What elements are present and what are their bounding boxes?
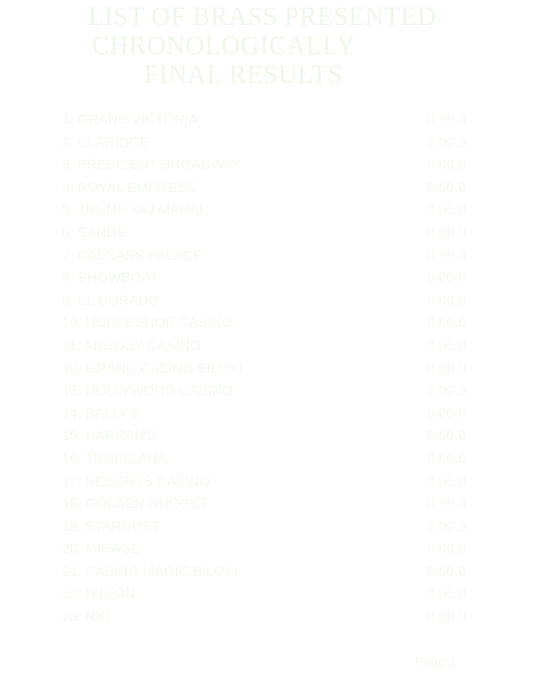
entry-list bbox=[62, 111, 466, 631]
entry-time: 0.00.0 bbox=[427, 585, 466, 602]
entry-time: 0.00.0 bbox=[427, 517, 466, 534]
entry-time: 0.00.0 bbox=[427, 427, 466, 444]
list-item bbox=[62, 405, 466, 428]
entry-time: 0.00.0 bbox=[427, 111, 466, 127]
entry-name: 16. TROPICANA bbox=[62, 449, 167, 466]
entry-time: 0.00.0 bbox=[427, 336, 466, 353]
entry-time: 0.00.0 bbox=[427, 540, 466, 557]
entry-name: 22. HILTON bbox=[62, 585, 136, 602]
list-item bbox=[62, 427, 466, 450]
entry-time: 0.00.0 bbox=[427, 156, 466, 173]
entry-time: 0.00.0 bbox=[427, 223, 466, 240]
entry-time: 0.00.0 bbox=[427, 201, 466, 218]
list-item bbox=[62, 563, 466, 586]
entry-name: 19. STARDUST bbox=[62, 517, 160, 534]
entry-name: 7. CAESARS PALACE bbox=[62, 246, 203, 263]
entry-name: 3. PRESIDENT BROADWAY bbox=[62, 156, 242, 173]
list-item bbox=[62, 111, 466, 134]
entry-time: 0.00.0 bbox=[427, 472, 466, 489]
entry-name: 5. TRUMP TAJ MAHAL bbox=[62, 201, 207, 218]
list-item bbox=[62, 337, 466, 360]
list-item bbox=[62, 495, 466, 518]
entry-time: 0.00.0 bbox=[427, 562, 466, 579]
list-item bbox=[62, 156, 466, 179]
entry-time: 0.00.0 bbox=[427, 359, 466, 376]
entry-name: 1. GRAND VICTORIA bbox=[62, 111, 198, 127]
list-item bbox=[62, 518, 466, 541]
list-item bbox=[62, 179, 466, 202]
list-item bbox=[62, 292, 466, 315]
entry-time: 0.00.0 bbox=[427, 382, 466, 399]
entry-time: 0.00.0 bbox=[427, 449, 466, 466]
list-item bbox=[62, 224, 466, 247]
entry-name: 15. HARRAH'S bbox=[62, 427, 157, 444]
entry-time: 0.00.0 bbox=[427, 246, 466, 263]
entry-name: 20. MIRAGE bbox=[62, 540, 141, 557]
list-item bbox=[62, 608, 466, 631]
entry-time: 0.00.0 bbox=[427, 404, 466, 421]
entry-name: 10. HORSESHOE CASINO bbox=[62, 314, 233, 331]
entry-name: 17. RESORTS CASINO bbox=[62, 472, 211, 489]
entry-name: 8. SHOWBOAT bbox=[62, 269, 159, 286]
entry-name: 13. HOLLYWOOD CASINO bbox=[62, 382, 233, 399]
page-number: Page 1 bbox=[415, 654, 457, 669]
list-item bbox=[62, 247, 466, 270]
document-title bbox=[88, 2, 488, 89]
entry-time: 0.00.0 bbox=[427, 495, 466, 512]
entry-time: 0.00.0 bbox=[427, 269, 466, 286]
entry-name: 14. BALLY'S bbox=[62, 404, 140, 421]
entry-name: 18. GOLDEN NUGGET bbox=[62, 495, 209, 512]
entry-name: 21. CASINO MAGIC BILOXI bbox=[62, 562, 238, 579]
entry-name: 12. GRAND CASINO BILOXI bbox=[62, 359, 243, 376]
list-item bbox=[62, 201, 466, 224]
list-item bbox=[62, 540, 466, 563]
entry-name: 2. CLARIDGE bbox=[62, 133, 150, 150]
entry-time: 0.00.0 bbox=[427, 133, 466, 150]
entry-time: 0.00.0 bbox=[427, 291, 466, 308]
title-line-2: CHRONOLOGICALLY bbox=[92, 31, 356, 60]
entry-name: 4. ROYAL EMPRESS bbox=[62, 178, 196, 195]
entry-time: 0.00.0 bbox=[427, 608, 466, 625]
entry-name: 23. RIO bbox=[62, 608, 111, 625]
list-item bbox=[62, 473, 466, 496]
entry-time: 0.00.0 bbox=[427, 178, 466, 195]
list-item bbox=[62, 585, 466, 608]
entry-name: 6. SANDS bbox=[62, 223, 126, 240]
list-item bbox=[62, 134, 466, 157]
entry-time: 0.00.0 bbox=[427, 314, 466, 331]
list-item bbox=[62, 360, 466, 383]
list-item bbox=[62, 450, 466, 473]
title-line-3: FINAL RESULTS bbox=[144, 60, 343, 89]
list-item bbox=[62, 314, 466, 337]
entry-name: 11. ARGOSY CASINO bbox=[62, 336, 201, 353]
entry-name: 9. EL DORADO bbox=[62, 291, 160, 308]
list-item bbox=[62, 269, 466, 292]
title-line-1: LIST OF BRASS PRESENTED bbox=[88, 2, 437, 31]
list-item bbox=[62, 382, 466, 405]
